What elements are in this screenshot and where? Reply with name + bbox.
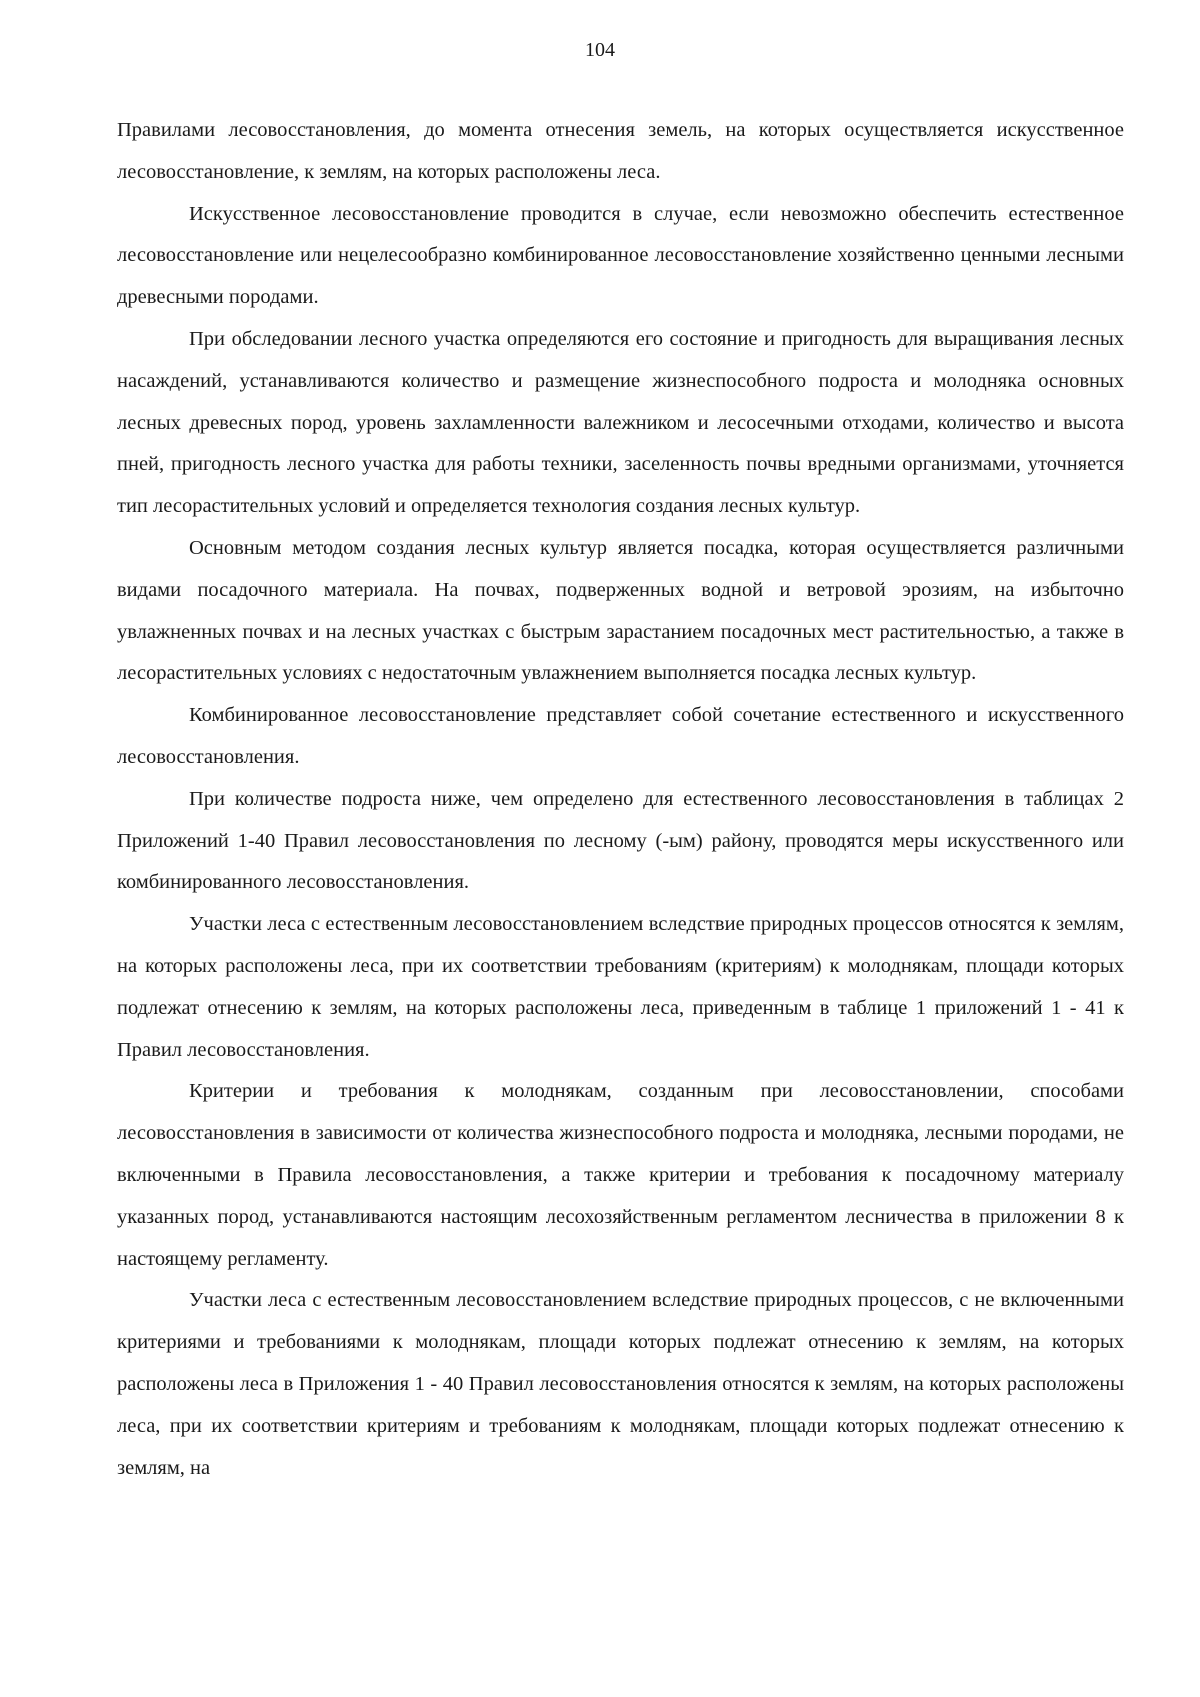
paragraph-9: Участки леса с естественным лесовосстановлением вследствие природных процессов, с не включенными критериями и требованиями к молоднякам, площади которых подлежат отнесению к землям, на которых расположены леса в Приложения 1 - 40 Правил лесовосстановления относятся к землям, на которых расположены леса, при их соответствии критериям и требованиям к молоднякам, площади которых подлежат отнесению к землям, на bbox=[117, 1289, 1124, 1479]
paragraph-5: Комбинированное лесовосстановление представляет собой сочетание естественного и искусственного лесовосстановления. bbox=[117, 704, 1124, 768]
page-number: 104 bbox=[585, 39, 615, 61]
paragraph-1: Правилами лесовосстановления, до момента отнесения земель, на которых осуществляется искусственное лесовосстановление, к землям, на которых расположены леса. bbox=[117, 119, 1124, 183]
paragraph-6: При количестве подроста ниже, чем определено для естественного лесовосстановления в таблицах 2 Приложений 1-40 Правил лесовосстановления по лесному (-ым) району, проводятся меры искусственного или комбинированного лесовосстановления. bbox=[117, 787, 1124, 894]
paragraph-4: Основным методом создания лесных культур является посадка, которая осуществляется различными видами посадочного материала. На почвах, подверженных водной и ветровой эрозиям, на избыточно увлажненных почвах и на лесных участках с быстрым зарастанием посадочных мест растительностью, а также в лесорастительных условиях с недостаточным увлажнением выполняется посадка лесных культур. bbox=[117, 536, 1124, 685]
body-text bbox=[117, 110, 1124, 1489]
paragraph-2: Искусственное лесовосстановление проводится в случае, если невозможно обеспечить естественное лесовосстановление или нецелесообразно комбинированное лесовосстановление хозяйственно ценными лесными древесными породами. bbox=[117, 202, 1124, 309]
paragraph-8: Критерии и требования к молоднякам, созданным при лесовосстановлении, способами лесовосстановления в зависимости от количества жизнеспособного подроста и молодняка, лесными породами, не включенными в Правила лесовосстановления, а также критерии и требования к посадочному материалу указанных пород, устанавливаются настоящим лесохозяйственным регламентом лесничества в приложении 8 к настоящему регламенту. bbox=[117, 1080, 1124, 1270]
paragraph-7: Участки леса с естественным лесовосстановлением вследствие природных процессов относятся к землям, на которых расположены леса, при их соответствии требованиям (критериям) к молоднякам, площади которых подлежат отнесению к землям, на которых расположены леса, приведенным в таблице 1 приложений 1 - 41 к Правил лесовосстановления. bbox=[117, 913, 1124, 1061]
paragraph-3: При обследовании лесного участка определяются его состояние и пригодность для выращивания лесных насаждений, устанавливаются количество и размещение жизнеспособного подроста и молодняка основных лесных древесных пород, уровень захламленности валежником и лесосечными отходами, количество и высота пней, пригодность лесного участка для работы техники, заселенность почвы вредными организмами, уточняется тип лесорастительных условий и определяется технология создания лесных культур. bbox=[117, 327, 1124, 518]
